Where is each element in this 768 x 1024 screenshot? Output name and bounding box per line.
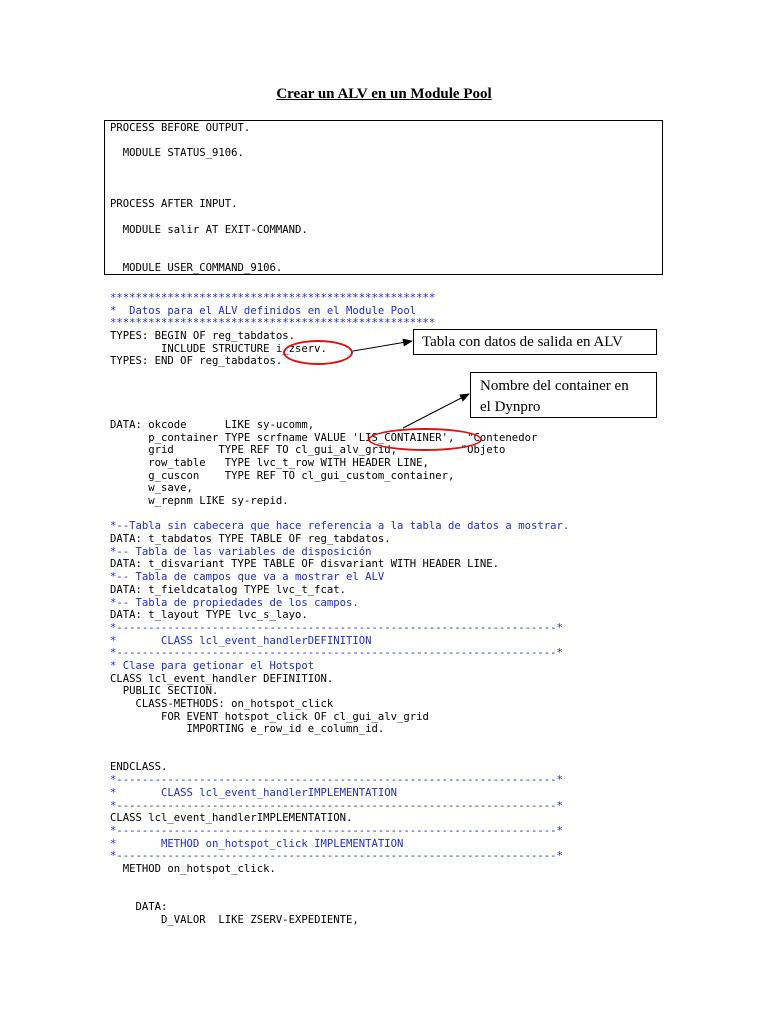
callout-container-line2: el Dynpro bbox=[480, 399, 541, 415]
code-line: w_save, bbox=[110, 482, 193, 495]
code-comment-line: *---------------------------------------------------------------------* bbox=[110, 799, 563, 812]
code-comment-line: *-- Tabla de propiedades de los campos. bbox=[110, 596, 359, 609]
code-line: DATA: t_tabdatos TYPE TABLE OF reg_tabdatos. bbox=[110, 533, 391, 546]
code-line: CLASS lcl_event_handlerIMPLEMENTATION. bbox=[110, 812, 353, 825]
code-comment-line: *************************************************** bbox=[110, 317, 436, 330]
code-line: IMPORTING e_row_id e_column_id. bbox=[110, 723, 385, 736]
code-comment-line: *---------------------------------------------------------------------* bbox=[110, 850, 563, 863]
callout-tabla-datos-salida bbox=[413, 329, 657, 355]
arrow-to-container-callout bbox=[403, 394, 469, 428]
code-line: row_table TYPE lvc_t_row WITH HEADER LINE, bbox=[110, 456, 429, 469]
code-line: TYPES: END OF reg_tabdatos. bbox=[110, 355, 283, 368]
flow-logic-line: MODULE STATUS_9106. bbox=[110, 147, 244, 160]
code-line: METHOD on_hotspot_click. bbox=[110, 862, 276, 875]
code-line: g_cuscon TYPE REF TO cl_gui_custom_container, bbox=[110, 469, 455, 482]
flow-logic-line: MODULE salir AT EXIT-COMMAND. bbox=[110, 223, 308, 236]
code-line: INCLUDE STRUCTURE i_zserv. bbox=[110, 342, 327, 355]
code-comment-line: *---------------------------------------------------------------------* bbox=[110, 647, 563, 660]
code-comment-line: * CLASS lcl_event_handlerIMPLEMENTATION bbox=[110, 786, 398, 799]
code-line: DATA: bbox=[110, 901, 168, 913]
code-comment-line: * Datos para el ALV definidos en el Module Pool bbox=[110, 304, 417, 317]
code-line: D_VALOR LIKE ZSERV-EXPEDIENTE, bbox=[110, 913, 359, 926]
code-line: grid TYPE REF TO cl_gui_alv_grid, "Objeto bbox=[110, 444, 506, 457]
code-line: TYPES: BEGIN OF reg_tabdatos. bbox=[110, 330, 295, 343]
code-line: DATA: okcode LIKE sy-ucomm, bbox=[110, 418, 315, 431]
code-comment-line: *-- Tabla de campos que va a mostrar el ALV bbox=[110, 571, 385, 584]
flow-logic-line: PROCESS AFTER INPUT. bbox=[110, 198, 238, 211]
code-comment-line: *---------------------------------------------------------------------* bbox=[110, 621, 563, 634]
code-comment-line: *-- Tabla de las variables de disposición bbox=[110, 545, 372, 558]
flow-logic-line: PROCESS BEFORE OUTPUT. bbox=[110, 122, 251, 134]
code-line: DATA: t_layout TYPE lvc_s_layo. bbox=[110, 609, 308, 622]
code-line: PUBLIC SECTION. bbox=[110, 685, 219, 698]
arrow-to-tabla-callout bbox=[353, 341, 412, 351]
code-line: CLASS-METHODS: on_hotspot_click bbox=[110, 698, 334, 710]
code-comment-line: *---------------------------------------------------------------------* bbox=[110, 774, 563, 787]
callout-nombre-container bbox=[470, 372, 657, 418]
code-comment-line: *---------------------------------------------------------------------* bbox=[110, 824, 563, 837]
callout-container-line1: Nombre del container en bbox=[480, 378, 629, 394]
code-comment-line: * CLASS lcl_event_handlerDEFINITION bbox=[110, 634, 372, 647]
code-comment-line: * Clase para getionar el Hotspot bbox=[110, 659, 315, 672]
code-line: CLASS lcl_event_handler DEFINITION. bbox=[110, 672, 334, 685]
code-line: p_container TYPE scrfname VALUE 'LIS_CONTAINER', "Contenedor bbox=[110, 431, 538, 444]
code-comment-line: * METHOD on_hotspot_click IMPLEMENTATION bbox=[110, 837, 404, 850]
flow-logic-line: MODULE USER_COMMAND_9106. bbox=[110, 261, 283, 274]
code-line: FOR EVENT hotspot_click OF cl_gui_alv_grid bbox=[110, 710, 429, 723]
document-title: Crear un ALV en un Module Pool bbox=[276, 86, 492, 102]
code-line: DATA: t_disvariant TYPE TABLE OF disvariant WITH HEADER LINE. bbox=[110, 558, 500, 571]
code-line: DATA: t_fieldcatalog TYPE lvc_t_fcat. bbox=[110, 583, 346, 596]
code-comment-line: *************************************************** bbox=[110, 292, 436, 304]
code-comment-line: *--Tabla sin cabecera que hace referencia a la tabla de datos a mostrar. bbox=[110, 520, 570, 533]
callout-tabla-text: Tabla con datos de salida en ALV bbox=[422, 334, 623, 350]
code-line: ENDCLASS. bbox=[110, 761, 168, 774]
code-line: w_repnm LIKE sy-repid. bbox=[110, 495, 289, 507]
